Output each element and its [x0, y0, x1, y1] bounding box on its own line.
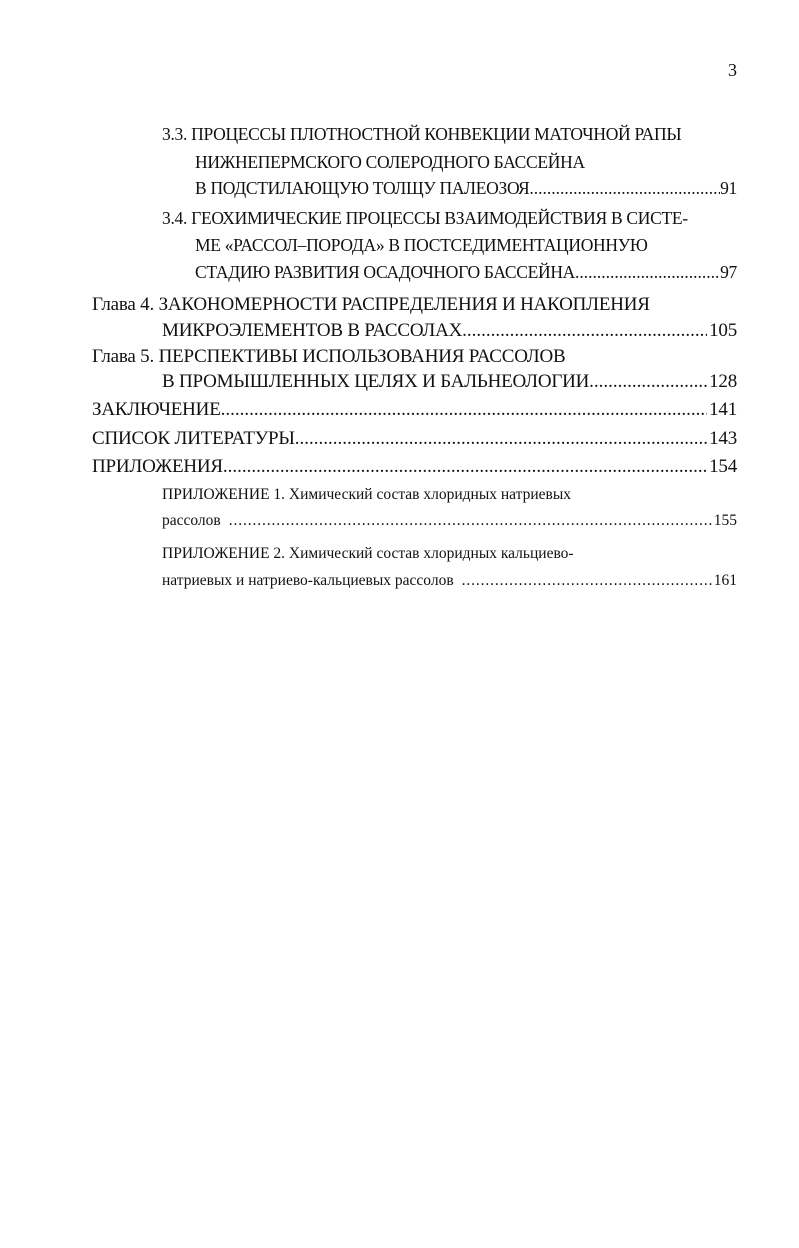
toc-appendix-2-line-1: ПРИЛОЖЕНИЕ 2. Химический состав хлоридных кальциево- [162, 545, 574, 562]
toc-page: 155 [713, 512, 737, 529]
toc-page: 161 [713, 572, 737, 589]
toc-chapter-5-line-2[interactable] [162, 371, 737, 393]
toc-title: В ПОДСТИЛАЮЩУЮ ТОЛЩУ ПАЛЕОЗОЯ [195, 178, 530, 198]
leader-dots [221, 512, 714, 530]
toc-title: МИКРОЭЛЕМЕНТОВ В РАССОЛАХ [162, 320, 463, 341]
toc-section-3-4-line-1: 3.4. ГЕОХИМИЧЕСКИЕ ПРОЦЕССЫ ВЗАИМОДЕЙСТВИЯ В СИСТЕ- [162, 208, 688, 228]
toc-page: 143 [709, 428, 737, 449]
toc-appendix-1-line-1: ПРИЛОЖЕНИЕ 1. Химический состав хлоридных натриевых [162, 486, 572, 503]
leader-dots [295, 428, 707, 450]
toc-appendix-1-line-2[interactable] [162, 512, 737, 530]
toc-appendix-2-line-2[interactable] [162, 572, 737, 590]
toc-entry-appendices[interactable] [92, 456, 737, 478]
page-number: 3 [728, 60, 737, 80]
toc-section-3-3-line-3[interactable] [195, 178, 737, 199]
leader-dots [529, 178, 720, 199]
toc-page: 105 [709, 320, 737, 341]
leader-dots [221, 399, 707, 421]
toc-page: 128 [709, 371, 737, 392]
toc-page: 141 [709, 399, 737, 420]
toc-title: ЗАКЛЮЧЕНИЕ [92, 399, 221, 420]
toc-section-3-4-line-3[interactable] [195, 262, 737, 283]
toc-section-3-3-line-2: НИЖНЕПЕРМСКОГО СОЛЕРОДНОГО БАССЕЙНА [195, 152, 585, 172]
toc-title: ПРИЛОЖЕНИЯ [92, 456, 223, 477]
toc-entry-references[interactable] [92, 428, 737, 450]
toc-title: рассолов [162, 512, 221, 529]
leader-dots [575, 262, 720, 283]
toc-chapter-4-line-2[interactable] [162, 320, 737, 342]
toc-entry-conclusion[interactable] [92, 399, 737, 421]
toc-page: 97 [720, 262, 737, 282]
toc-page: 91 [720, 178, 737, 198]
toc-section-3-4-line-2: МЕ «РАССОЛ–ПОРОДА» В ПОСТСЕДИМЕНТАЦИОННУЮ [195, 235, 648, 255]
toc-page: 154 [709, 456, 737, 477]
toc-title: натриевых и натриево-кальциевых рассолов [162, 572, 454, 589]
toc-chapter-5-line-1: Глава 5. ПЕРСПЕКТИВЫ ИСПОЛЬЗОВАНИЯ РАССОЛОВ [92, 346, 566, 367]
toc-title: СТАДИЮ РАЗВИТИЯ ОСАДОЧНОГО БАССЕЙНА [195, 262, 576, 282]
leader-dots [589, 371, 707, 393]
leader-dots [223, 456, 707, 478]
toc-chapter-4-line-1: Глава 4. ЗАКОНОМЕРНОСТИ РАСПРЕДЕЛЕНИЯ И НАКОПЛЕНИЯ [92, 294, 650, 315]
leader-dots [454, 572, 714, 590]
toc-title: В ПРОМЫШЛЕННЫХ ЦЕЛЯХ И БАЛЬНЕОЛОГИИ [162, 371, 590, 392]
leader-dots [462, 320, 707, 342]
toc-title: СПИСОК ЛИТЕРАТУРЫ [92, 428, 295, 449]
toc-section-3-3-line-1: 3.3. ПРОЦЕССЫ ПЛОТНОСТНОЙ КОНВЕКЦИИ МАТОЧНОЙ РАПЫ [162, 124, 682, 144]
